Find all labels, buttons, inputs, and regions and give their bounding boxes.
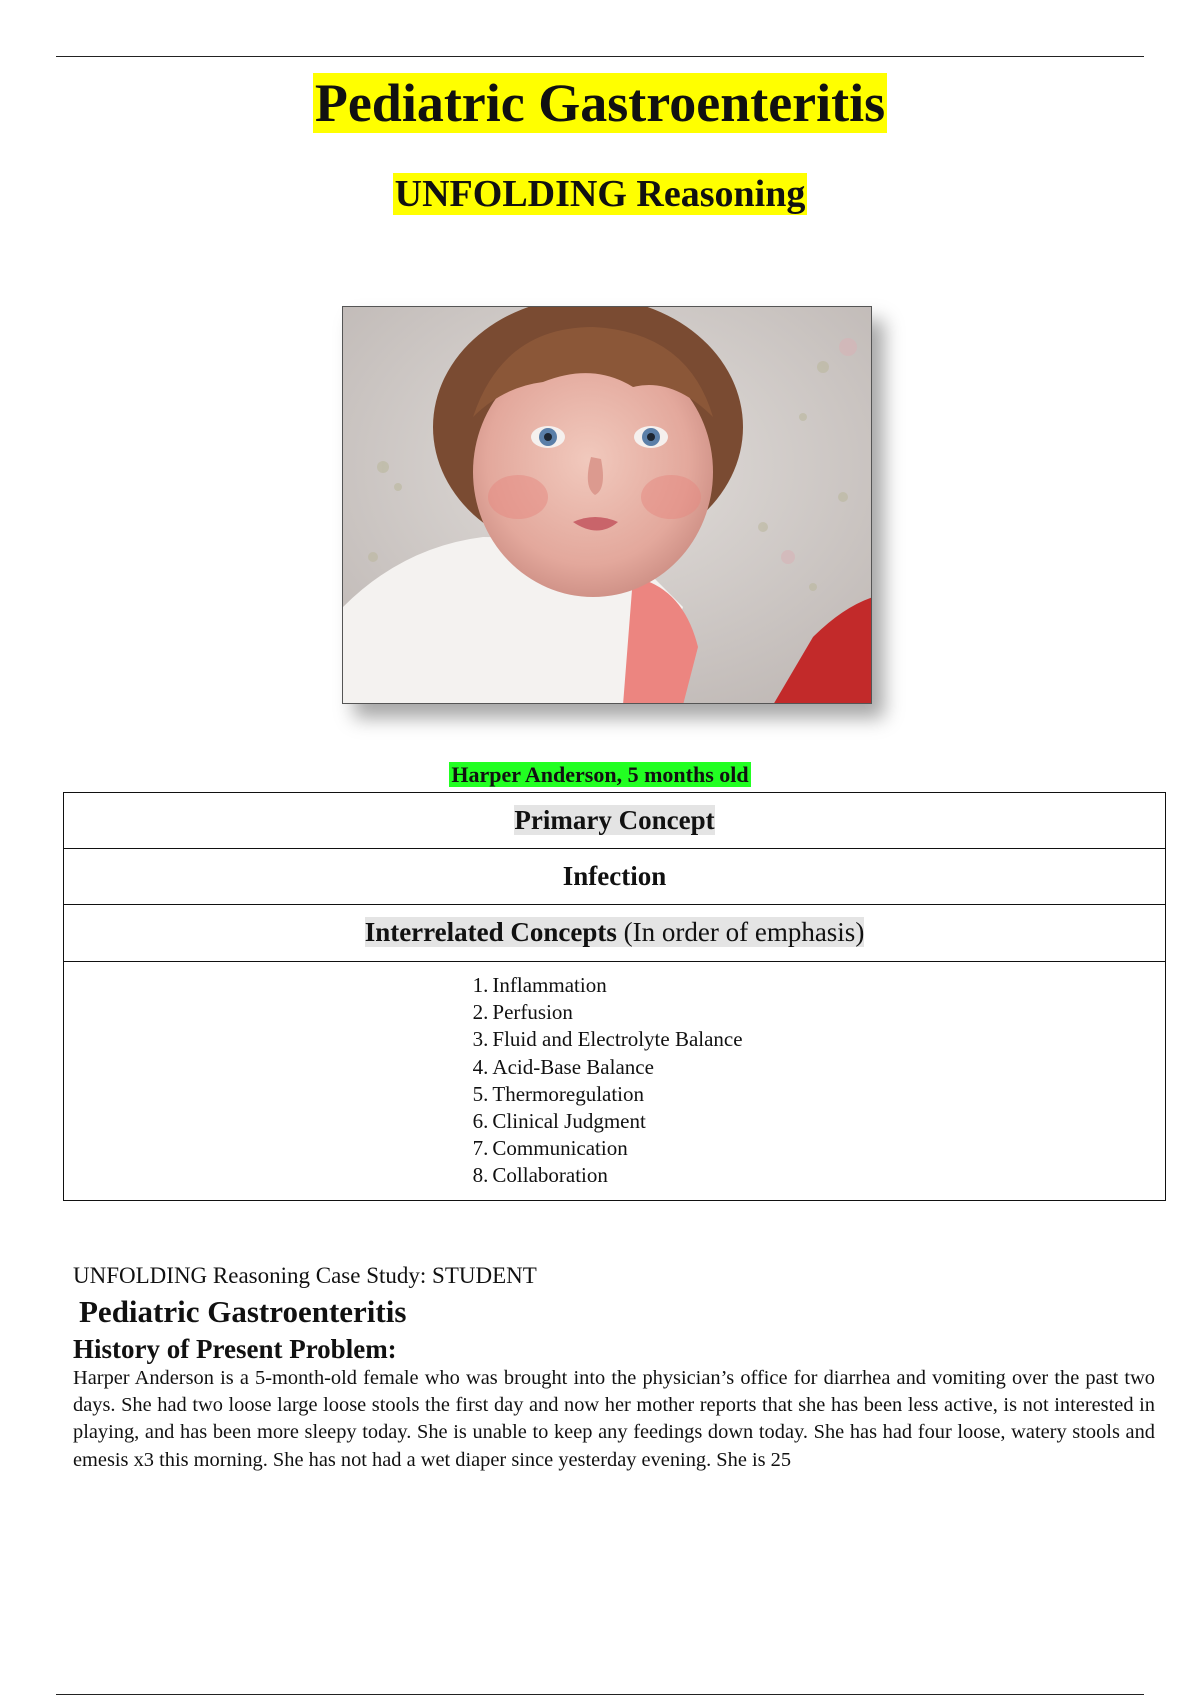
list-item-number: 6. (472, 1109, 489, 1134)
photo-caption: Harper Anderson, 5 months old (451, 762, 749, 787)
primary-concept-value: Infection (562, 861, 667, 891)
list-item-number: 4. (472, 1054, 489, 1079)
list-item-label: Acid-Base Balance (492, 1054, 654, 1079)
interrelated-concepts-header (365, 917, 865, 947)
list-item-number: 8. (472, 1163, 489, 1188)
list-item-number: 7. (472, 1136, 489, 1161)
case-study-title: Pediatric Gastroenteritis (79, 1294, 407, 1329)
history-section-heading: History of Present Problem: (73, 1334, 397, 1364)
list-item (466, 1054, 742, 1081)
list-item-label: Thermoregulation (492, 1081, 645, 1106)
list-item-label: Communication (492, 1136, 628, 1161)
list-item (466, 1135, 742, 1162)
list-item (466, 999, 742, 1026)
concept-table (63, 792, 1166, 1201)
patient-photo (342, 306, 872, 704)
interrelated-concepts-list-row (64, 962, 1165, 1200)
list-item-number: 5. (472, 1081, 489, 1106)
list-item-number: 3. (472, 1027, 489, 1052)
list-item (466, 1081, 742, 1108)
list-item-label: Fluid and Electrolyte Balance (492, 1027, 743, 1052)
list-item-label: Inflammation (492, 973, 607, 997)
list-item-number: 1. (472, 973, 489, 997)
primary-concept-row (64, 849, 1165, 905)
list-item-label: Perfusion (492, 1000, 573, 1025)
interrelated-concepts-title: Interrelated Concepts (364, 917, 617, 947)
primary-concept-header: Primary Concept (514, 805, 715, 835)
page-subtitle: UNFOLDING Reasoning (394, 173, 806, 215)
list-item-label: Clinical Judgment (492, 1109, 646, 1134)
title-block (0, 70, 1200, 136)
top-rule (56, 56, 1144, 57)
patient-photo-illustration (343, 307, 872, 704)
bottom-rule (56, 1694, 1144, 1695)
photo-caption-block (0, 762, 1200, 788)
page-title: Pediatric Gastroenteritis (314, 73, 886, 133)
primary-concept-header-row (64, 793, 1165, 849)
case-study-label: UNFOLDING Reasoning Case Study: STUDENT (73, 1263, 537, 1288)
list-item (466, 1162, 742, 1189)
interrelated-concepts-header-row (64, 905, 1165, 962)
list-item (466, 1026, 742, 1053)
list-item-number: 2. (472, 1000, 489, 1025)
list-item (466, 972, 742, 999)
list-item-label: Collaboration (492, 1163, 608, 1188)
list-item (466, 1108, 742, 1135)
interrelated-concepts-list (466, 972, 742, 1190)
interrelated-concepts-note: (In order of emphasis) (616, 917, 865, 947)
subtitle-block (0, 170, 1200, 218)
history-section-body: Harper Anderson is a 5-month-old female who was brought into the physician’s office for diarrhea and vomiting over the past two days. She had two loose large loose stools the first day and now her mother reports that she has been less active, is not interested in playing, and has been more sleepy today. She is unable to keep any feedings down today. She has had four loose, watery stools and emesis x3 this morning. She has not had a wet diaper since yesterday evening. She is 25 (73, 1367, 1155, 1471)
